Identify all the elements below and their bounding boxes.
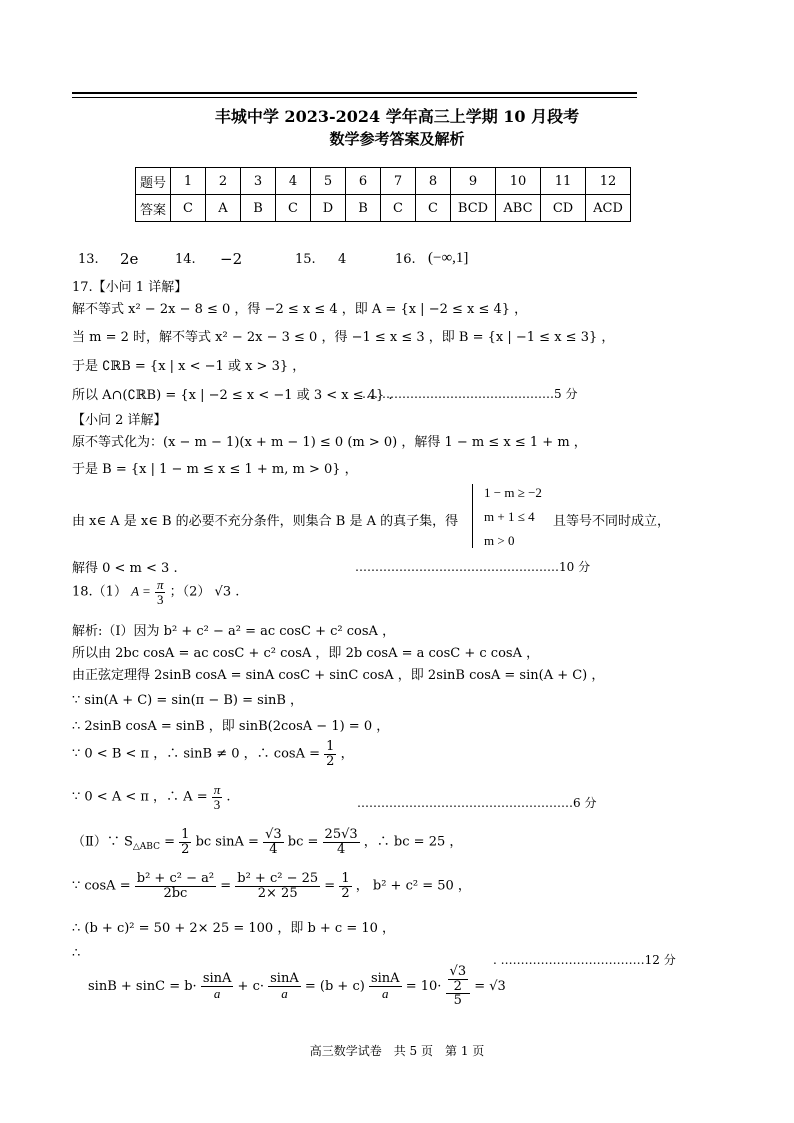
table-cell: C [381,195,416,222]
frac-half [339,872,351,900]
q13-number: 13. [78,252,99,267]
frac-numerator: b² + c² − a² [136,871,215,886]
q18-line-9: ∵ cosA = $\frac{\text{b² + c² − a²}}{2bc}$ = $\frac{\text{b² + c² − 25}}{2\times 25}$ = $\frac{1}{2}$ ， b² + c² = 50 ， [72,871,471,901]
frac-denominator: 2× 25 [257,885,298,901]
table-cell: C [171,195,206,222]
frac-sqrt3-4 [263,828,284,856]
q17-line-2: 当 m = 2 时，解不等式 x² − 2x − 3 ≤ 0 ，得 −1 ≤ x ≤ 3 ，即 B = {x | −1 ≤ x ≤ 3} ， [72,330,615,345]
frac-denominator: 4 [336,841,346,857]
table-cell: A [206,195,241,222]
q14-number: 14. [175,252,196,267]
table-row-numbers [136,168,631,195]
q17-part2-heading: 【小问 2 详解】 [72,413,167,428]
q18-line-6-pre: ∵ 0 < B < π ，∴ sinB ≠ 0 ，∴ cosA = [72,746,320,762]
frac-denominator: 2bc [163,885,188,901]
frac-denominator: 2 [453,978,462,994]
q18-line-12-mid: + c· [237,978,264,994]
q18-heading-mid: ；（2） [169,584,211,600]
header-rule-thin [72,97,637,98]
header-rule-thick [72,92,637,94]
row-label-answer: 答案 [136,195,171,222]
q18-line-12-post: = √3 [474,978,506,994]
q17-line-5: 原不等式化为：(x − m − 1)(x + m − 1) ≤ 0 (m > 0) ，解得 1 − m ≤ x ≤ 1 + m ， [72,435,587,450]
frac-sinA-a [268,972,301,1000]
q18-line-8 [72,828,462,856]
table-cell: C [416,195,451,222]
q18-line-6 [72,740,354,768]
system-eq-3: m > 0 [484,533,515,548]
frac-numerator: b² + c² − 25 [237,871,319,886]
table-cell: C [276,195,311,222]
q18-line-6-post: ， [340,746,354,762]
frac-denominator: 3 [213,796,221,812]
table-cell: B [346,195,381,222]
q17-line-8: 解得 0 < m < 3 . [72,561,178,576]
q18-line-12-mid2: = (b + c) [304,978,365,994]
q17-line-6: 于是 B = {x | 1 − m ≤ x ≤ 1 + m, m > 0} ， [72,462,358,477]
frac-inner [448,965,469,993]
frac-sinA-a [201,972,234,1000]
frac-compound [446,965,471,1008]
q18-line-8-mid2: bc = [287,834,319,850]
system-eq-2: m + 1 ≤ 4 [484,509,535,524]
frac-numerator: sinA [270,971,299,987]
frac-denominator: 2 [181,841,190,857]
q18-line-3: 由正弦定理得 2sinB cosA = sinA cosC + sinC cosA ，即 2sinB cosA = sin(A + C) ， [72,668,605,683]
q18-line-8-pre: （Ⅱ）∵ S [72,834,133,850]
frac-25sqrt3-4 [323,828,360,856]
frac-numerator: π [213,782,221,797]
q16-number: 16. [395,252,416,267]
table-cell: BCD [451,195,496,222]
q18-line-8-eq: = [159,834,175,850]
q18-line-2: 所以由 2bc cosA = ac cosC + c² cosA ，即 2b cosA = a cosC + c cosA ， [72,646,540,661]
q17-part1-heading: 17.【小问 1 详解】 [72,280,188,295]
frac-denominator: 2 [326,753,335,769]
frac-cos-sub [235,872,320,900]
q18-line-12 [88,965,506,1008]
frac-numerator: π [156,577,164,592]
frac-denominator: a [213,985,221,1001]
table-cell: 5 [311,168,346,195]
q18-line-10: ∴ (b + c)² = 50 + 2× 25 = 100 ，即 b + c = 10 ， [72,921,396,936]
q13-answer: 2e [120,250,139,268]
system-brace [472,484,481,548]
q18-heading [72,578,239,606]
frac-numerator: √3 [449,964,467,979]
q18-line-8-mid: bc sinA = [195,834,259,850]
table-cell: 11 [541,168,586,195]
system-eq-1: 1 − m ≥ −2 [484,485,542,500]
q18-line-7 [72,783,231,811]
q18-line-5: ∴ 2sinB cosA = sinB ，即 sinB(2cosA − 1) = 0 ， [72,719,390,734]
frac-sinA-a [369,972,402,1000]
frac-pi-3 [212,783,223,811]
q18-line-1: 解析:（Ⅰ）因为 b² + c² − a² = ac cosC + c² cosA ， [72,624,396,639]
table-cell: B [241,195,276,222]
table-cell: 2 [206,168,241,195]
frac-numerator: 1 [341,871,350,886]
frac-numerator: 25√3 [324,827,358,842]
frac-numerator: 1 [326,739,335,754]
q18-heading-a: A = [131,583,151,599]
table-cell: ACD [586,195,631,222]
frac-denominator: a [382,985,389,1001]
q17-score-2: ……………………………………………10 分 [355,560,591,574]
q15-answer: 4 [338,252,347,267]
q18-line-7-post: . [226,789,231,805]
row-label-number: 题号 [136,168,171,195]
frac-numerator: sinA [370,971,400,987]
table-cell: 4 [276,168,311,195]
table-cell: 3 [241,168,276,195]
table-cell: 10 [496,168,541,195]
q17-line-7-tail: 且等号不同时成立， [553,514,671,529]
q18-heading-pre: 18.（1） [72,584,127,600]
page-title: 丰城中学 2023-2024 学年高三上学期 10 月段考 [214,107,580,126]
q18-line-7-pre: ∵ 0 < A < π ，∴ A = [72,789,208,805]
frac-denominator: a [281,985,288,1001]
q18-line-9-pre: ∵ cosA = [72,878,131,894]
q18-line-9-post: ， b² + c² = 50 ， [355,878,471,894]
frac-denominator: 2 [341,885,350,901]
q18-score-1: ………………………………………………6 分 [357,796,597,810]
table-cell: ABC [496,195,541,222]
frac-numerator: √3 [265,827,282,842]
q18-heading-frac [155,578,166,606]
page-subtitle: 数学参考答案及解析 [329,130,465,148]
frac-denominator: 5 [453,993,462,1009]
table-row-answers [136,195,631,222]
table-cell: 8 [416,168,451,195]
frac-numerator [446,965,471,994]
frac-half [324,740,336,768]
frac-denominator: 4 [269,841,278,857]
table-cell: D [311,195,346,222]
table-cell: 9 [451,168,496,195]
table-cell: 6 [346,168,381,195]
frac-numerator: sinA [202,971,232,987]
table-cell: 1 [171,168,206,195]
q17-line-1: 解不等式 x² − 2x − 8 ≤ 0 ，得 −2 ≤ x ≤ 4 ，即 A = {x | −2 ≤ x ≤ 4} ， [72,302,528,317]
answer-table [135,167,631,222]
q18-heading-answer: √3 . [214,584,240,600]
area-subscript: △ABC [132,842,160,853]
q17-line-3: 于是 ∁ℝB = {x | x < −1 或 x > 3} ， [72,359,306,374]
q18-line-4: ∵ sin(A + C) = sin(π − B) = sinB ， [72,693,304,708]
q14-answer: −2 [220,250,243,268]
q15-number: 15. [295,252,316,267]
q17-line-4: 所以 A∩(∁ℝB) = {x | −2 ≤ x < −1 或 3 < x ≤ 4} . [72,388,393,403]
q18-line-11: ∴ [72,946,81,961]
q17-line-7: 由 x∈ A 是 x∈ B 的必要不充分条件，则集合 B 是 A 的真子集，得 [72,514,459,529]
table-cell: 7 [381,168,416,195]
frac-cos-law [135,872,216,900]
q17-score-1: …………………………………………5 分 [362,387,578,401]
frac-denominator: 3 [156,591,164,607]
frac-half [179,828,191,856]
q18-line-12-mid3: = 10· [405,978,442,994]
q18-line-8-post: ，∴ bc = 25 ， [363,834,463,850]
page-footer: 高三数学试卷 共 5 页 第 1 页 [309,1044,485,1058]
q16-answer: (−∞,1] [428,250,469,266]
q18-score-2: . ………………………………12 分 [493,953,676,967]
table-cell: CD [541,195,586,222]
table-cell: 12 [586,168,631,195]
frac-numerator: 1 [181,827,190,842]
q18-line-12-pre: sinB + sinC = b· [88,978,197,994]
